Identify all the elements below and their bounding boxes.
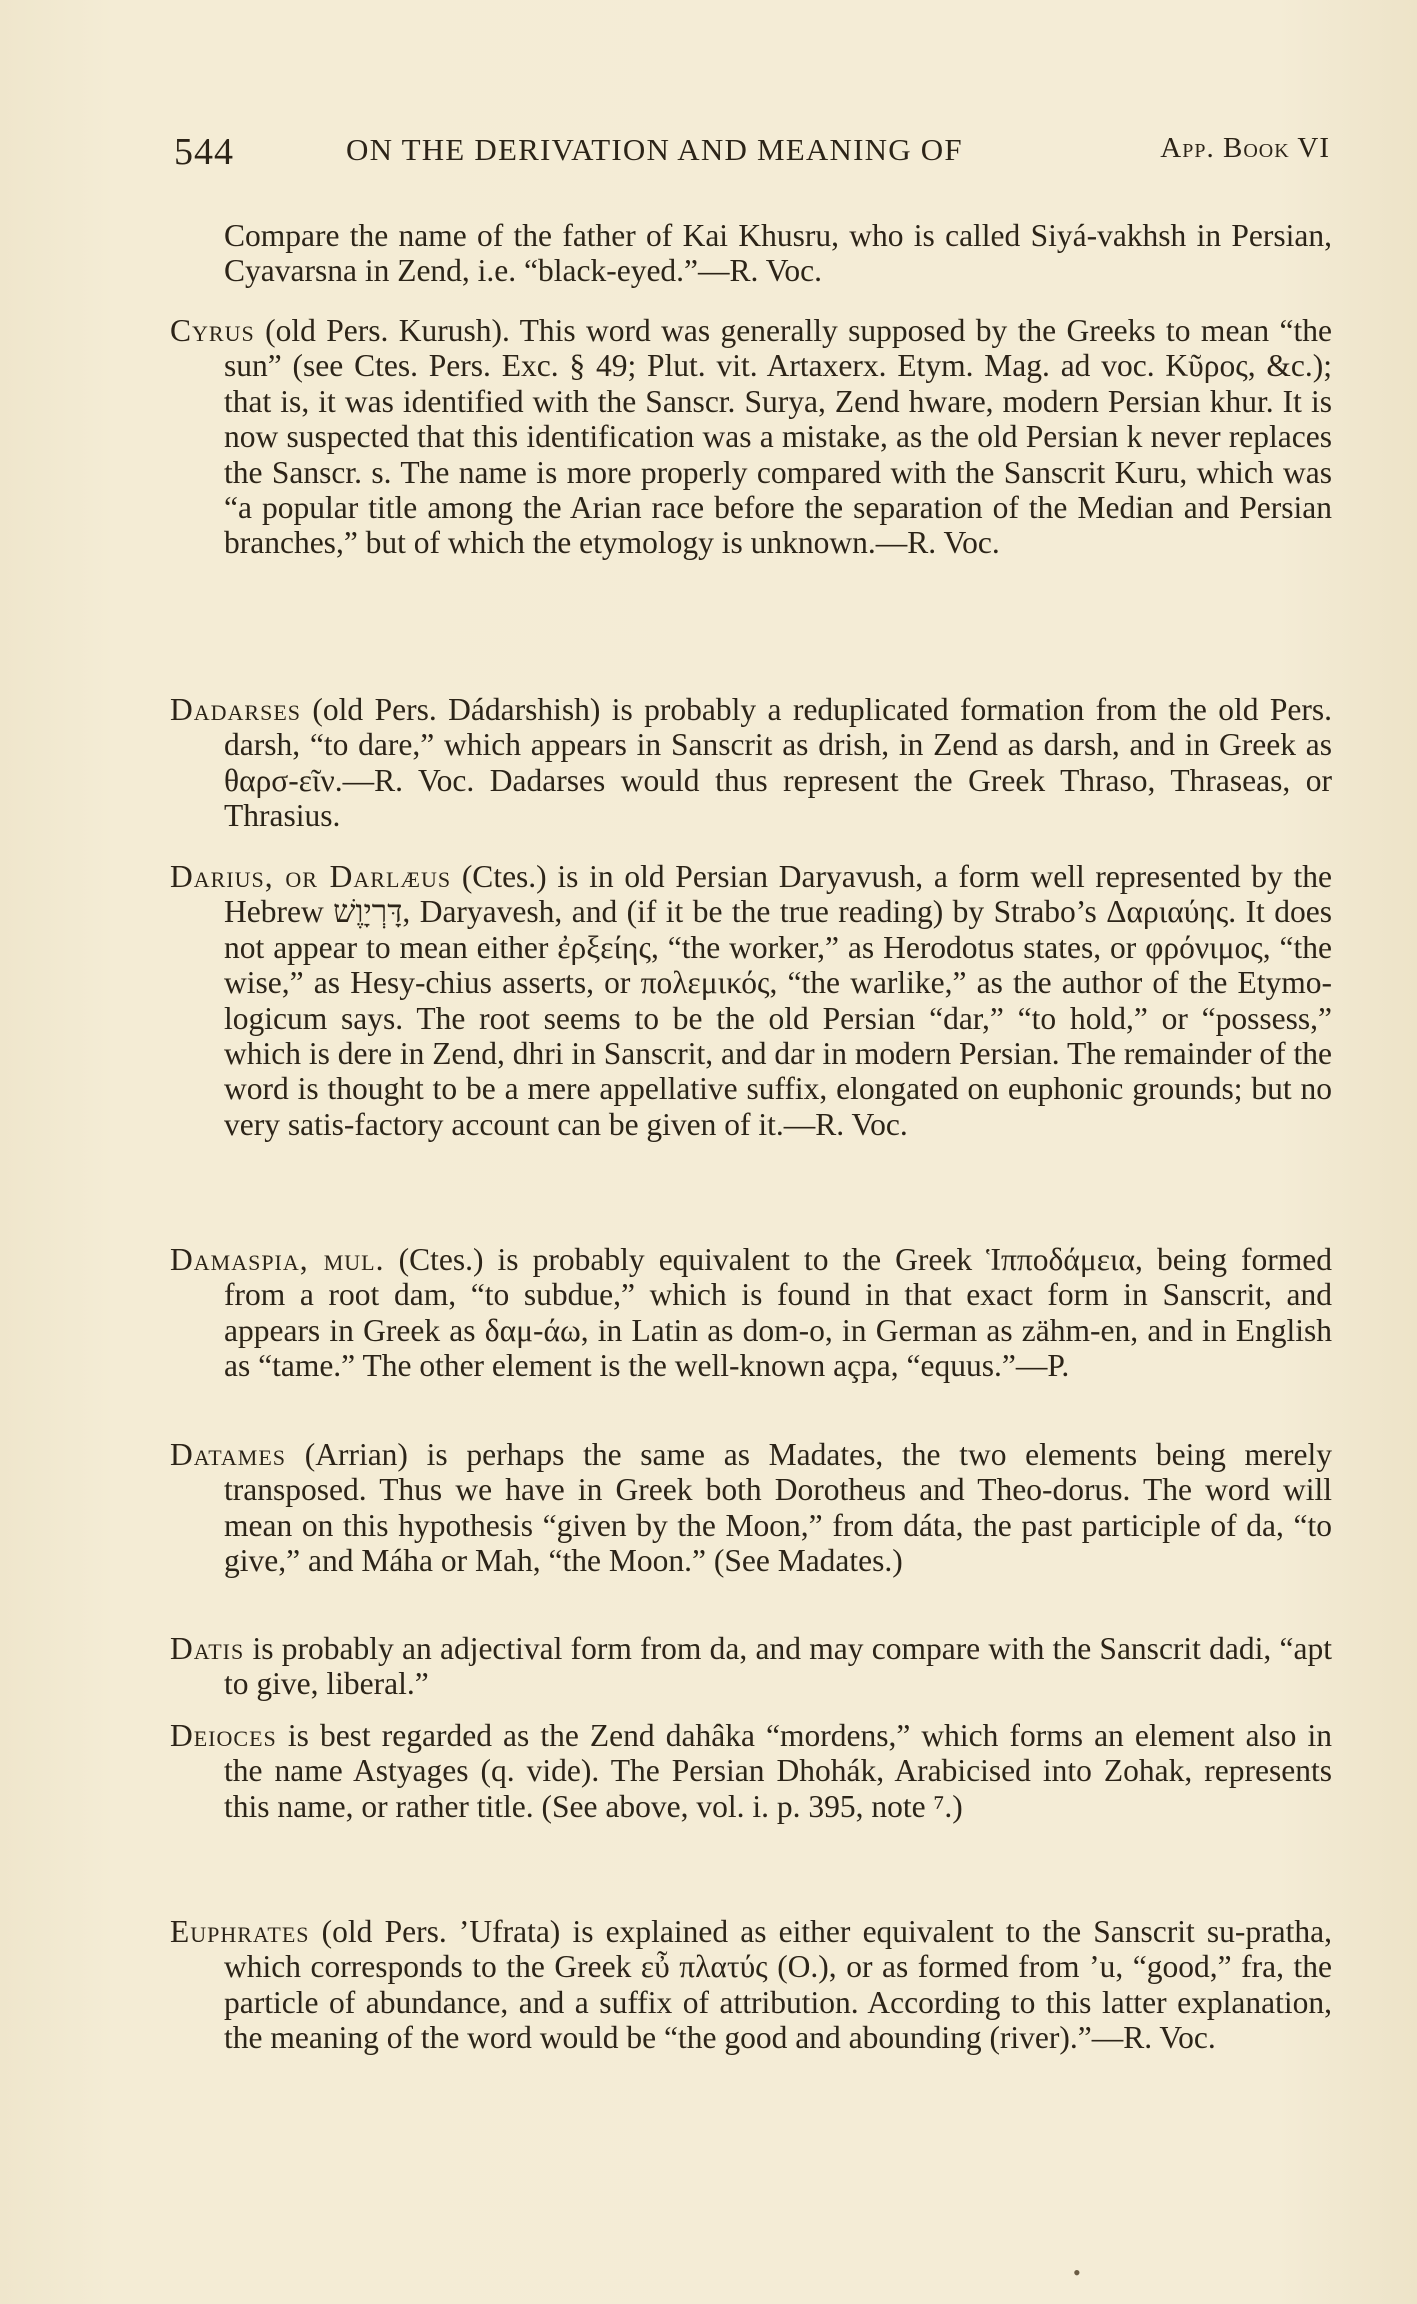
running-title: ON THE DERIVATION AND MEANING OF [346,132,963,167]
entry-continuation [170,218,1332,289]
entry-cyrus [170,313,1332,561]
entry-headword: Damaspia, mul. [170,1242,385,1277]
entry-darius [170,859,1332,1142]
entry-text: is best regarded as the Zend dahâka “mordens,” which forms an element also in the name Astyages (q. vide). The Persian Dhohák, Arabicised into Zohak, represents this name, or rather title. (See above, vol. i. p. 395, note ⁷.) [224,1718,1333,1824]
entry-text: (Ctes.) is probably equivalent to the Greek Ἱπποδάμεια, being formed from a root dam, “to subdue,” which is found in that exact form in Sanscrit, and appears in Greek as δαμ-άω, in Latin as dom-o, in German as zähm-en, and in English as “tame.” The other element is the well-known açpa, “equus.”—P. [224,1242,1332,1384]
entry-headword: Euphrates [170,1914,310,1949]
entry-headword: Cyrus [170,313,255,348]
entry-datames [170,1437,1332,1579]
entry-dadarses [170,692,1332,834]
entry-text: (Arrian) is perhaps the same as Madates, the two elements being merely transposed. Thus we have in Greek both Dorotheus and Theo-dorus. The word will mean on this hypothesis “given by the Moon,” from dáta, the past participle of da, “to give,” and Máha or Mah, “the Moon.” (See Madates.) [224,1437,1333,1579]
footer-ornament: • [1073,2260,1081,2285]
entry-text: (old Pers. ’Ufrata) is explained as either equivalent to the Sanscrit su-pratha, which corresponds to the Greek εὖ πλατύς (O.), or as formed from ’u, “good,” fra, the particle of abundance, and a suffix of attribution. According to this latter explanation, the meaning of the word would be “the good and abounding (river).”—R. Voc. [224,1914,1332,2056]
entry-headword: Datames [170,1437,286,1472]
entry-text: Compare the name of the father of Kai Khusru, who is called Siyá-vakhsh in Persian, Cyavarsna in Zend, i.e. “black-eyed.”—R. Voc. [224,218,1332,289]
entry-text: is probably an adjectival form from da, and may compare with the Sanscrit dadi, “apt to give, liberal.” [224,1631,1333,1702]
entry-text: (old Pers. Dádarshish) is probably a reduplicated formation from the old Pers. darsh, “to dare,” which appears in Sanscrit as drish, in Zend as darsh, and in Greek as θαρσ-εῖν.—R. Voc. Dadarses would thus represent the Greek Thraso, Thraseas, or Thrasius. [224,692,1333,834]
entry-headword: Dadarses [170,692,301,727]
entry-headword: Datis [170,1631,245,1666]
book-reference: App. Book VI [1160,132,1330,164]
entry-damaspia [170,1242,1332,1384]
entry-headword: Darius, or Darlæus [170,859,452,894]
entry-deioces [170,1718,1332,1824]
entry-text: (old Pers. Kurush). This word was generally supposed by the Greeks to mean “the sun” (see Ctes. Pers. Exc. § 49; Plut. vit. Artaxerx. Etym. Mag. ad voc. Κῦρος, &c.); that is, it was identified with the Sanscr. Surya, Zend hware, modern Persian khur. It is now suspected that this identification was a mistake, as the old Persian k never replaces the Sanscr. s. The name is more properly compared with the Sanscrit Kuru, which was “a popular title among the Arian race before the separation of the Median and Persian branches,” but of which the etymology is unknown.—R. Voc. [224,313,1332,561]
entry-text: (Ctes.) is in old Persian Daryavush, a form well represented by the Hebrew דָּרְיָוֶשׁ, Daryavesh, and (if it be the true reading) by Strabo’s Δαριαύης. It does not appear to mean either ἐρξείης, “the worker,” as Herodotus states, or φρόνιμος, “the wise,” as Hesy-chius asserts, or πολεμικός, “the warlike,” as the author of the Etymo-logicum says. The root seems to be the old Persian “dar,” “to hold,” or “possess,” which is dere in Zend, dhri in Sanscrit, and dar in modern Persian. The remainder of the word is thought to be a mere appellative suffix, elongated on euphonic grounds; but no very satis-factory account can be given of it.—R. Voc. [224,859,1333,1142]
running-header [170,128,1330,178]
entry-euphrates [170,1914,1332,2056]
page-number: 544 [174,131,234,173]
entry-headword: Deioces [170,1718,277,1753]
entry-datis [170,1631,1332,1702]
